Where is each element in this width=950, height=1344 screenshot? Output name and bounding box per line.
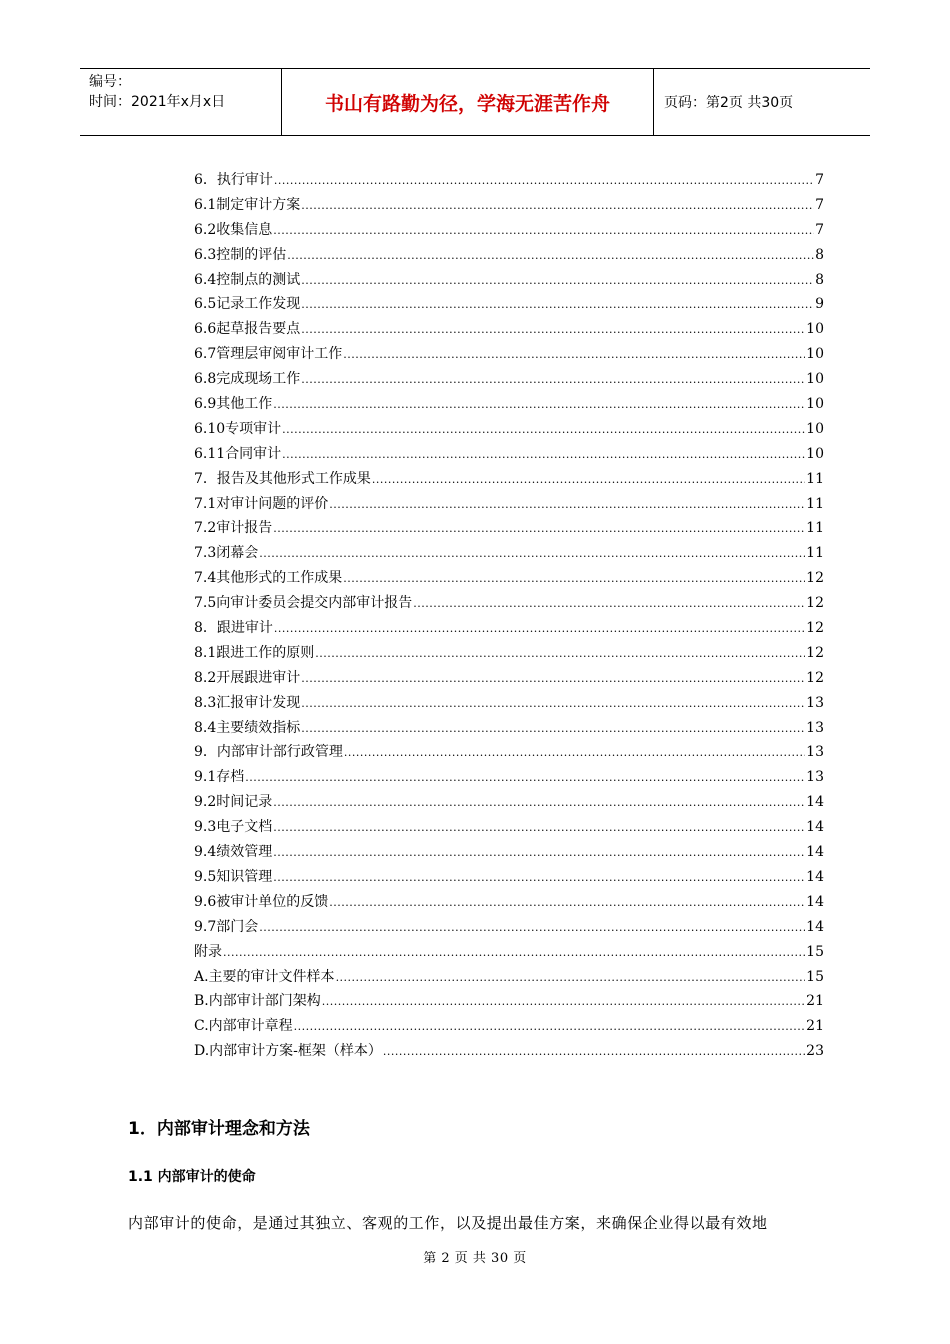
toc-entry-title: 6.9其他工作 xyxy=(194,396,273,413)
toc-entry-page: 15 xyxy=(806,968,824,985)
toc-entry-page: 13 xyxy=(806,769,824,786)
toc-entry[interactable] xyxy=(194,989,824,1014)
toc-entry[interactable] xyxy=(194,317,824,342)
toc-leader-dots xyxy=(322,990,805,1015)
toc-leader-dots xyxy=(282,418,805,443)
toc-entry-page: 14 xyxy=(806,844,824,861)
toc-entry-title: 6.8完成现场工作 xyxy=(194,371,301,388)
toc-entry-title: D.内部审计方案-框架（样本） xyxy=(194,1043,382,1060)
toc-leader-dots xyxy=(301,318,805,343)
toc-entry-page: 12 xyxy=(806,620,824,637)
toc-leader-dots xyxy=(343,567,805,592)
toc-entry-page: 12 xyxy=(806,669,824,686)
toc-entry-page: 13 xyxy=(806,694,824,711)
toc-entry-title: 9.2时间记录 xyxy=(194,794,273,811)
toc-entry-title: 7.1对审计问题的评价 xyxy=(194,495,329,512)
toc-entry-page: 10 xyxy=(806,321,824,338)
toc-leader-dots xyxy=(287,244,814,269)
toc-leader-dots xyxy=(274,169,814,194)
toc-entry[interactable] xyxy=(194,815,824,840)
toc-entry-title: 6.1制定审计方案 xyxy=(194,196,301,213)
toc-entry-title: 6.11合同审计 xyxy=(194,445,282,462)
toc-entry[interactable] xyxy=(194,268,824,293)
toc-entry[interactable] xyxy=(194,1014,824,1039)
toc-entry-page: 12 xyxy=(806,570,824,587)
toc-entry[interactable] xyxy=(194,666,824,691)
toc-leader-dots xyxy=(273,393,805,418)
toc-leader-dots xyxy=(273,866,805,891)
toc-entry[interactable] xyxy=(194,865,824,890)
toc-entry-title: 9.4绩效管理 xyxy=(194,844,273,861)
toc-entry[interactable] xyxy=(194,218,824,243)
toc-entry-title: 7.4其他形式的工作成果 xyxy=(194,570,343,587)
toc-entry[interactable] xyxy=(194,566,824,591)
toc-entry-title: 6.2收集信息 xyxy=(194,221,273,238)
toc-entry-title: 7.3闭幕会 xyxy=(194,545,259,562)
toc-entry-page: 9 xyxy=(815,296,824,313)
toc-entry-page: 10 xyxy=(806,371,824,388)
table-of-contents xyxy=(194,168,824,1064)
toc-entry-page: 21 xyxy=(806,1018,824,1035)
toc-entry[interactable] xyxy=(194,890,824,915)
page-header xyxy=(80,68,870,136)
toc-entry-page: 21 xyxy=(806,993,824,1010)
toc-entry-page: 10 xyxy=(806,396,824,413)
toc-entry-page: 10 xyxy=(806,445,824,462)
toc-entry[interactable] xyxy=(194,965,824,990)
toc-entry-page: 11 xyxy=(806,545,824,562)
toc-entry[interactable] xyxy=(194,367,824,392)
toc-leader-dots xyxy=(282,443,805,468)
toc-leader-dots xyxy=(315,642,805,667)
toc-leader-dots xyxy=(301,194,814,219)
subsection-heading: 1.1 内部审计的使命 xyxy=(128,1169,256,1185)
toc-entry-title: B.内部审计部门架构 xyxy=(194,993,321,1010)
toc-entry-page: 15 xyxy=(806,943,824,960)
header-date-label: 时间：2021年x月x日 xyxy=(89,94,226,110)
toc-entry[interactable] xyxy=(194,516,824,541)
toc-entry-page: 13 xyxy=(806,719,824,736)
toc-entry[interactable] xyxy=(194,442,824,467)
toc-entry-title: 9.6被审计单位的反馈 xyxy=(194,893,329,910)
toc-entry[interactable] xyxy=(194,342,824,367)
toc-entry[interactable] xyxy=(194,292,824,317)
toc-entry[interactable] xyxy=(194,691,824,716)
toc-entry-title: 6.10专项审计 xyxy=(194,420,282,437)
toc-entry-title: A.主要的审计文件样本 xyxy=(194,968,335,985)
toc-entry-page: 7 xyxy=(815,172,824,188)
toc-entry-title: 6.4控制点的测试 xyxy=(194,271,301,288)
toc-entry[interactable] xyxy=(194,940,824,965)
toc-leader-dots xyxy=(329,493,805,518)
toc-entry[interactable] xyxy=(194,392,824,417)
header-meta xyxy=(80,69,282,135)
toc-leader-dots xyxy=(301,269,814,294)
toc-leader-dots xyxy=(273,219,814,244)
toc-entry-title: 8．跟进审计 xyxy=(194,620,273,637)
header-page-info: 页码：第2页 共30页 xyxy=(664,95,794,111)
toc-entry[interactable] xyxy=(194,243,824,268)
toc-entry[interactable] xyxy=(194,168,824,193)
toc-entry-title: 9．内部审计部行政管理 xyxy=(194,744,343,761)
toc-entry-page: 12 xyxy=(806,644,824,661)
toc-entry-page: 11 xyxy=(806,470,824,487)
toc-leader-dots xyxy=(372,468,805,493)
page-footer: 第 2 页 共 30 页 xyxy=(423,1251,527,1266)
toc-entry[interactable] xyxy=(194,193,824,218)
toc-entry-page: 7 xyxy=(815,196,824,213)
toc-entry[interactable] xyxy=(194,790,824,815)
toc-leader-dots xyxy=(259,916,805,941)
toc-leader-dots xyxy=(343,343,805,368)
body-paragraph: 内部审计的使命，是通过其独立、客观的工作，以及提出最佳方案，来确保企业得以最有效地 xyxy=(128,1214,768,1232)
toc-leader-dots xyxy=(245,766,805,791)
toc-entry-title: 7．报告及其他形式工作成果 xyxy=(194,470,371,487)
toc-entry[interactable] xyxy=(194,492,824,517)
toc-leader-dots xyxy=(259,542,805,567)
toc-entry-title: 8.3汇报审计发现 xyxy=(194,694,301,711)
toc-entry-title: 8.1跟进工作的原则 xyxy=(194,644,315,661)
toc-leader-dots xyxy=(413,592,805,617)
toc-entry-title: 8.2开展跟进审计 xyxy=(194,669,301,686)
toc-entry-title: 6．执行审计 xyxy=(194,172,273,188)
toc-entry[interactable] xyxy=(194,541,824,566)
header-number-label: 编号： xyxy=(89,74,131,90)
toc-entry-title: C.内部审计章程 xyxy=(194,1018,293,1035)
toc-entry-page: 8 xyxy=(815,271,824,288)
toc-entry-page: 14 xyxy=(806,819,824,836)
toc-entry-title: 7.5向审计委员会提交内部审计报告 xyxy=(194,595,413,612)
toc-entry[interactable] xyxy=(194,417,824,442)
toc-leader-dots xyxy=(273,841,805,866)
toc-entry-page: 11 xyxy=(806,520,824,537)
toc-entry-title: 9.5知识管理 xyxy=(194,868,273,885)
toc-entry-page: 11 xyxy=(806,495,824,512)
toc-leader-dots xyxy=(294,1015,806,1040)
toc-leader-dots xyxy=(273,816,805,841)
toc-entry-title: 6.6起草报告要点 xyxy=(194,321,301,338)
toc-entry-page: 14 xyxy=(806,794,824,811)
toc-entry[interactable] xyxy=(194,740,824,765)
toc-entry-title: 9.7部门会 xyxy=(194,918,259,935)
toc-leader-dots xyxy=(274,617,805,642)
header-slogan: 书山有路勤为径，学海无涯苦作舟 xyxy=(282,69,654,135)
toc-leader-dots xyxy=(223,941,805,966)
toc-entry-page: 14 xyxy=(806,893,824,910)
toc-entry[interactable] xyxy=(194,1039,824,1064)
toc-entry-page: 14 xyxy=(806,868,824,885)
toc-leader-dots xyxy=(301,717,805,742)
toc-leader-dots xyxy=(344,741,805,766)
toc-entry[interactable] xyxy=(194,915,824,940)
toc-entry-title: 8.4主要绩效指标 xyxy=(194,719,301,736)
toc-entry[interactable] xyxy=(194,840,824,865)
toc-entry[interactable] xyxy=(194,716,824,741)
section-heading: 1．内部审计理念和方法 xyxy=(128,1119,310,1139)
toc-entry[interactable] xyxy=(194,765,824,790)
toc-entry-page: 10 xyxy=(806,420,824,437)
toc-entry-page: 12 xyxy=(806,595,824,612)
toc-leader-dots xyxy=(336,966,806,991)
toc-entry-page: 10 xyxy=(806,346,824,363)
toc-leader-dots xyxy=(329,891,805,916)
toc-entry-title: 6.5记录工作发现 xyxy=(194,296,301,313)
toc-leader-dots xyxy=(273,517,805,542)
toc-entry-title: 7.2审计报告 xyxy=(194,520,273,537)
toc-entry-page: 14 xyxy=(806,918,824,935)
toc-entry-title: 9.3电子文档 xyxy=(194,819,273,836)
toc-entry-title: 附录 xyxy=(194,943,222,960)
toc-entry-title: 9.1存档 xyxy=(194,769,245,786)
toc-leader-dots xyxy=(301,368,805,393)
toc-entry-page: 13 xyxy=(806,744,824,761)
toc-entry-page: 23 xyxy=(806,1043,824,1060)
toc-leader-dots xyxy=(273,791,805,816)
toc-entry[interactable] xyxy=(194,467,824,492)
toc-entry[interactable] xyxy=(194,591,824,616)
toc-entry[interactable] xyxy=(194,616,824,641)
toc-entry-title: 6.3控制的评估 xyxy=(194,246,287,263)
toc-leader-dots xyxy=(301,692,805,717)
toc-entry-title: 6.7管理层审阅审计工作 xyxy=(194,346,343,363)
toc-leader-dots xyxy=(301,667,805,692)
toc-entry[interactable] xyxy=(194,641,824,666)
toc-leader-dots xyxy=(301,293,814,318)
toc-entry-page: 7 xyxy=(815,221,824,238)
toc-entry-page: 8 xyxy=(815,246,824,263)
toc-leader-dots xyxy=(383,1040,805,1065)
